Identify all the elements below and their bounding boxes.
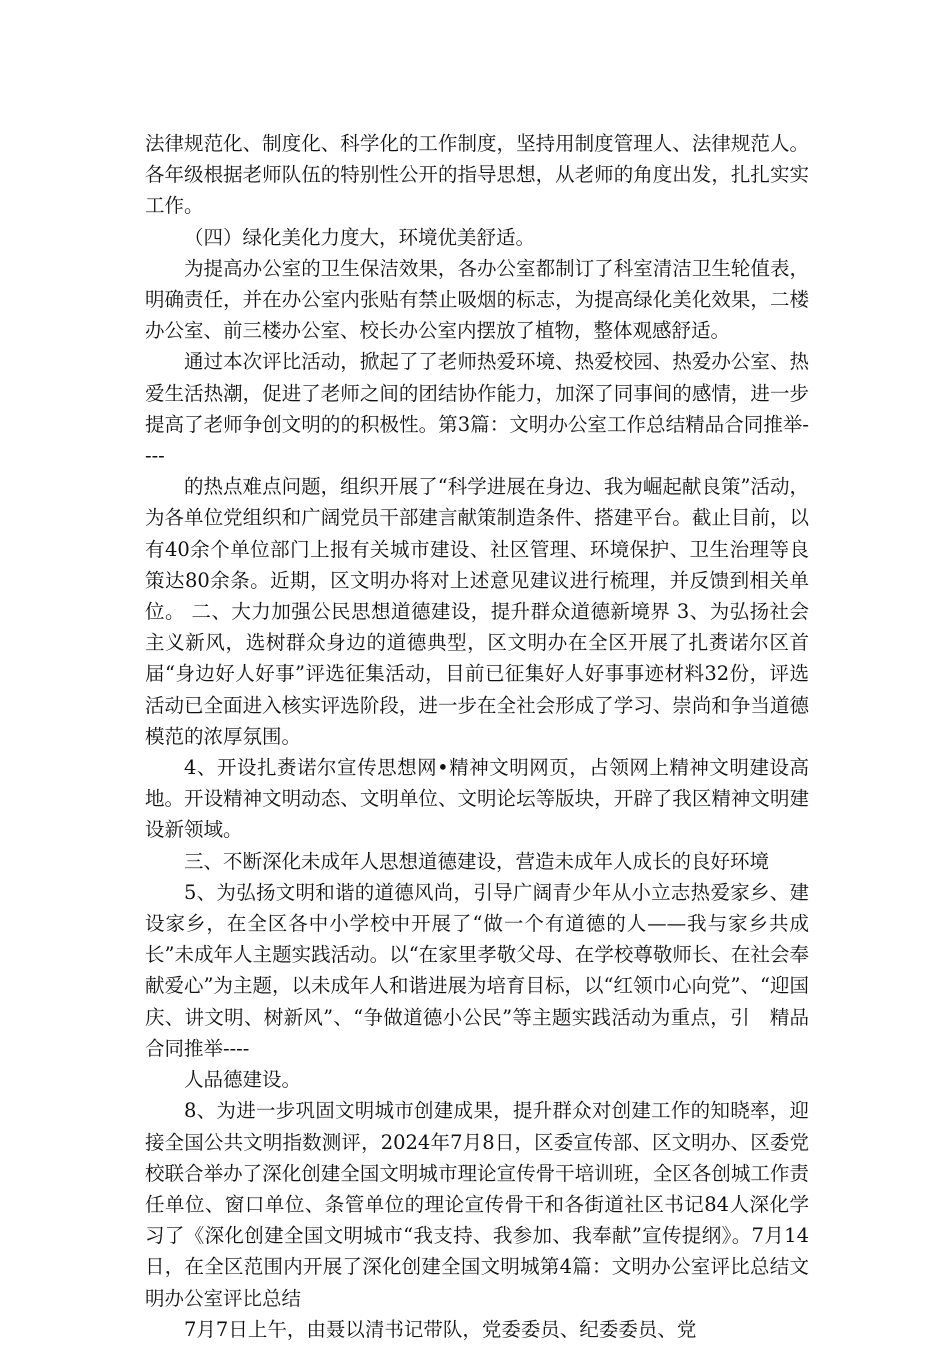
document-body bbox=[145, 128, 809, 1345]
paragraph-9: 人品德建设。 bbox=[184, 1068, 302, 1092]
paragraph-5: 的热点难点问题，组织开展了“科学进展在身边、我为崛起献良策”活动，为各单位党组织和广阔党员干部建言献策制造条件、搭建平台。截止目前，以有40余个单位部门上报有关城市建设、社区管理、环境保护、卫生治理等良策达80余条。近期，区文明办将对上述意见建议进行梳理，并反馈到相关单位。 二、大力加强公民思想道德建设，提升群众道德新境界 3、为弘扬社会主义新风，选树群众身边的道德典型，区文明办在全区开展了扎赉诺尔区首届“身边好人好事”评选征集活动，目前已征集好人好事事迹材料32份，评选活动已全面进入核实评选阶段，进一步在全社会形成了学习、崇尚和争当道德模范的浓厚氛围。 bbox=[145, 475, 809, 748]
paragraph-6: 4、开设扎赉诺尔宣传思想网•精神文明网页，占领网上精神文明建设高地。开设精神文明动态、文明单位、文明论坛等版块，开辟了我区精神文明建设新领域。 bbox=[145, 756, 809, 842]
paragraph-8: 5、为弘扬文明和谐的道德风尚，引导广阔青少年从小立志热爱家乡、建设家乡，在全区各中小学校中开展了“做一个有道德的人——我与家乡共成长”未成年人主题实践活动。以“在家里孝敬父母、在学校尊敬师长、在社会奉献爱心”为主题，以未成年人和谐进展为培育目标，以“红领巾心向党”、“迎国庆、讲文明、树新风”、“争做道德小公民”等主题实践活动为重点，引 精品合同推举---- bbox=[145, 880, 809, 1060]
paragraph-4: 通过本次评比活动，掀起了了老师热爱环境、热爱校园、热爱办公室、热爱生活热潮，促进了老师之间的团结协作能力，加深了同事间的感情，进一步提高了老师争创文明的的积极性。第3篇：文明办公室工作总结精品合同推举---- bbox=[145, 350, 809, 468]
paragraph-3: 为提高办公室的卫生保洁效果，各办公室都制订了科室清洁卫生轮值表，明确责任，并在办公室内张贴有禁止吸烟的标志，为提高绿化美化效果，二楼办公室、前三楼办公室、校长办公室内摆放了植物，整体观感舒适。 bbox=[145, 256, 809, 343]
paragraph-10: 8、为进一步巩固文明城市创建成果，提升群众对创建工作的知晓率，迎接全国公共文明指数测评，2024年7月8日，区委宣传部、区文明办、区委党校联合举办了深化创建全国文明城市理论宣传骨干培训班，全区各创城工作责任单位、窗口单位、条管单位的理论宣传骨干和各街道社区书记84人深化学习了《深化创建全国文明城市“我支持、我参加、我奉献”宣传提纲》。7月14日，在全区范围内开展了深化创建全国文明城第4篇：文明办公室评比总结文明办公室评比总结 bbox=[145, 1099, 809, 1310]
paragraph-1: 法律规范化、制度化、科学化的工作制度，坚持用制度管理人、法律规范人。各年级根据老师队伍的特别性公开的指导思想，从老师的角度出发，扎扎实实工作。 bbox=[145, 132, 809, 218]
paragraph-11: 7月7日上午，由聂以清书记带队，党委委员、纪委委员、党 bbox=[184, 1317, 697, 1341]
paragraph-2: （四）绿化美化力度大，环境优美舒适。 bbox=[184, 225, 536, 249]
paragraph-7: 三、不断深化未成年人思想道德建设，营造未成年人成长的良好环境 bbox=[184, 849, 770, 873]
